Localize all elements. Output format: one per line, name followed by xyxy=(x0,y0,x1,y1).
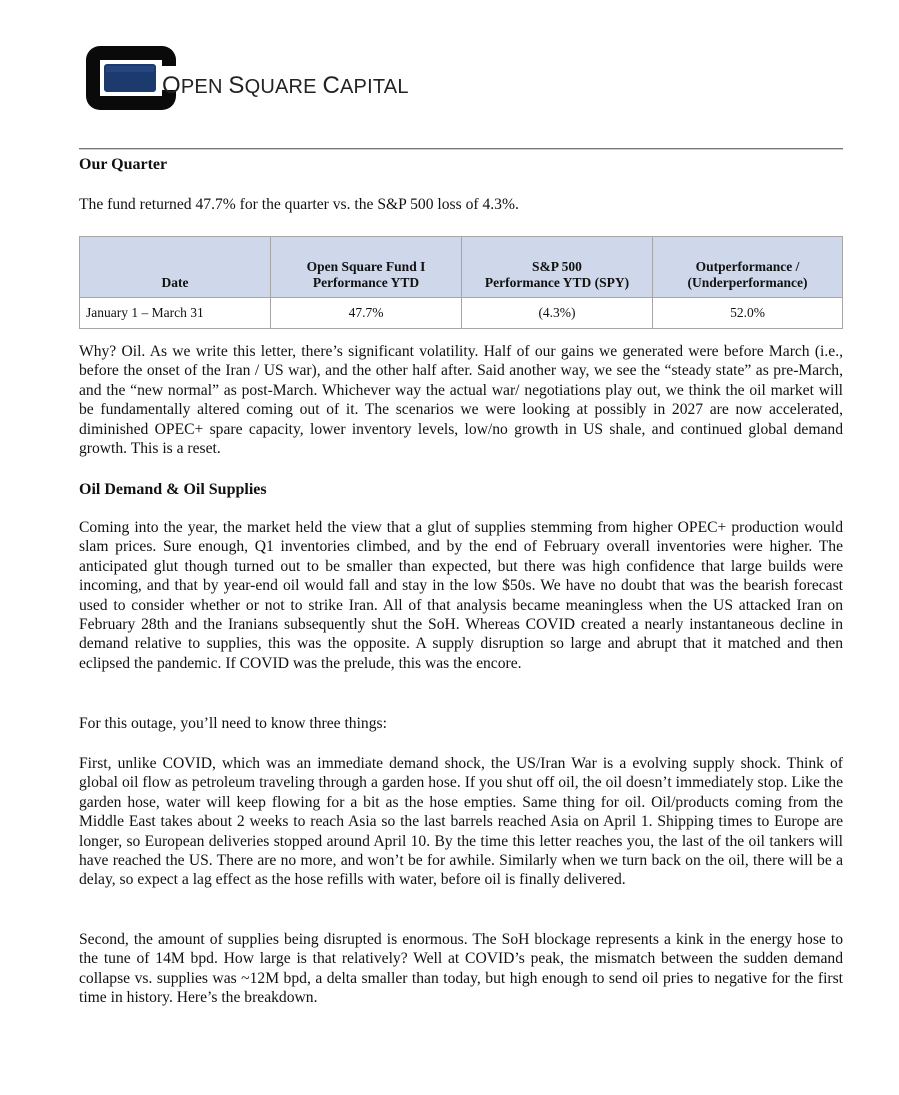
table-row xyxy=(80,298,843,329)
table-header-row xyxy=(80,237,843,298)
outage-intro: For this outage, you’ll need to know three things: xyxy=(79,715,387,732)
oil-paragraph: Coming into the year, the market held the view that a glut of supplies stemming from higher OPEC+ production would slam prices. Sure enough, Q1 inventories climbed, and by the end of February overall inventories were higher. The anticipated glut though turned out to be smaller than expected, but there was high confidence that large builds were incoming, and that by year-end oil would fall and stay in the low $50s. We have no doubt that was the bearish forecast used to consider whether or not to strike Iran. All of that analysis became meaningless when the US attacked Iran on February 28th and the Iranians subsequently shut the SoH. Whereas COVID created a nearly instantaneous decline in demand relative to supplies, this was the opposite. A supply disruption so large and abrupt that it matched and then eclipsed the pandemic. If COVID was the prelude, this was the encore. xyxy=(79,519,843,672)
header-divider xyxy=(79,148,843,150)
table-cell-spy: (4.3%) xyxy=(462,298,653,329)
performance-table xyxy=(79,236,843,329)
quarter-heading: Our Quarter xyxy=(79,156,168,173)
second-paragraph: Second, the amount of supplies being disrupted is enormous. The SoH blockage represents a kink in the energy hose to the tune of 14M bpd. How large is that relatively? Well at COVID’s peak, the mismatch between the sudden demand collapse vs. supplies was ~12M bpd, a delta smaller than today, but high enough to send oil pries to negative for the first time in history. Here’s the breakdown. xyxy=(79,931,843,1007)
table-header-cell: Open Square Fund I Performance YTD xyxy=(271,237,462,298)
why-paragraph: Why? Oil. As we write this letter, there’s significant volatility. Half of our gains we generated were before March (i.e., before the onset of the Iran / US war), and the other half after. Said another way, we see the “steady state” as pre-March, and the “new normal” as post-March. Whichever way the actual war/ negotiations play out, we think the oil market will be fundamentally altered coming out of it. The scenarios we were looking at possibly in 2027 are now accelerated, diminished OPEC+ spare capacity, lower inventory levels, low/no growth in US shale, and continued global demand growth. This is a reset. xyxy=(79,343,843,458)
table-header-cell: S&P 500 Performance YTD (SPY) xyxy=(462,237,653,298)
table-header-cell: Date xyxy=(80,237,271,298)
quarter-summary: The fund returned 47.7% for the quarter vs. the S&P 500 loss of 4.3%. xyxy=(79,196,519,213)
company-logo xyxy=(82,42,412,117)
company-name: OPEN SQUARE CAPITAL xyxy=(162,72,409,99)
table-cell-fund: 47.7% xyxy=(271,298,462,329)
oil-heading: Oil Demand & Oil Supplies xyxy=(79,481,267,498)
table-cell-date: January 1 – March 31 xyxy=(80,298,271,329)
table-cell-outperformance: 52.0% xyxy=(653,298,843,329)
table-header-cell: Outperformance / (Underperformance) xyxy=(653,237,843,298)
first-paragraph: First, unlike COVID, which was an immediate demand shock, the US/Iran War is a evolving supply shock. Think of global oil flow as petroleum traveling through a garden hose. If you shut off oil, the oil doesn’t immediately stop. Like the garden hose, water will keep flowing for a bit as the hose empties. Same thing for oil. Oil/products coming from the Middle East takes about 2 weeks to reach Asia so the last barrels reached Asia on April 1. Shipping times to Europe are longer, so European deliveries stopped around April 10. By the time this letter reaches you, the last of the oil tankers will have reached the US. There are no more, and won’t be for awhile. Similarly when we turn back on the oil, there will be a delay, so expect a lag effect as the hose refills with water, before oil is finally delivered. xyxy=(79,755,843,889)
